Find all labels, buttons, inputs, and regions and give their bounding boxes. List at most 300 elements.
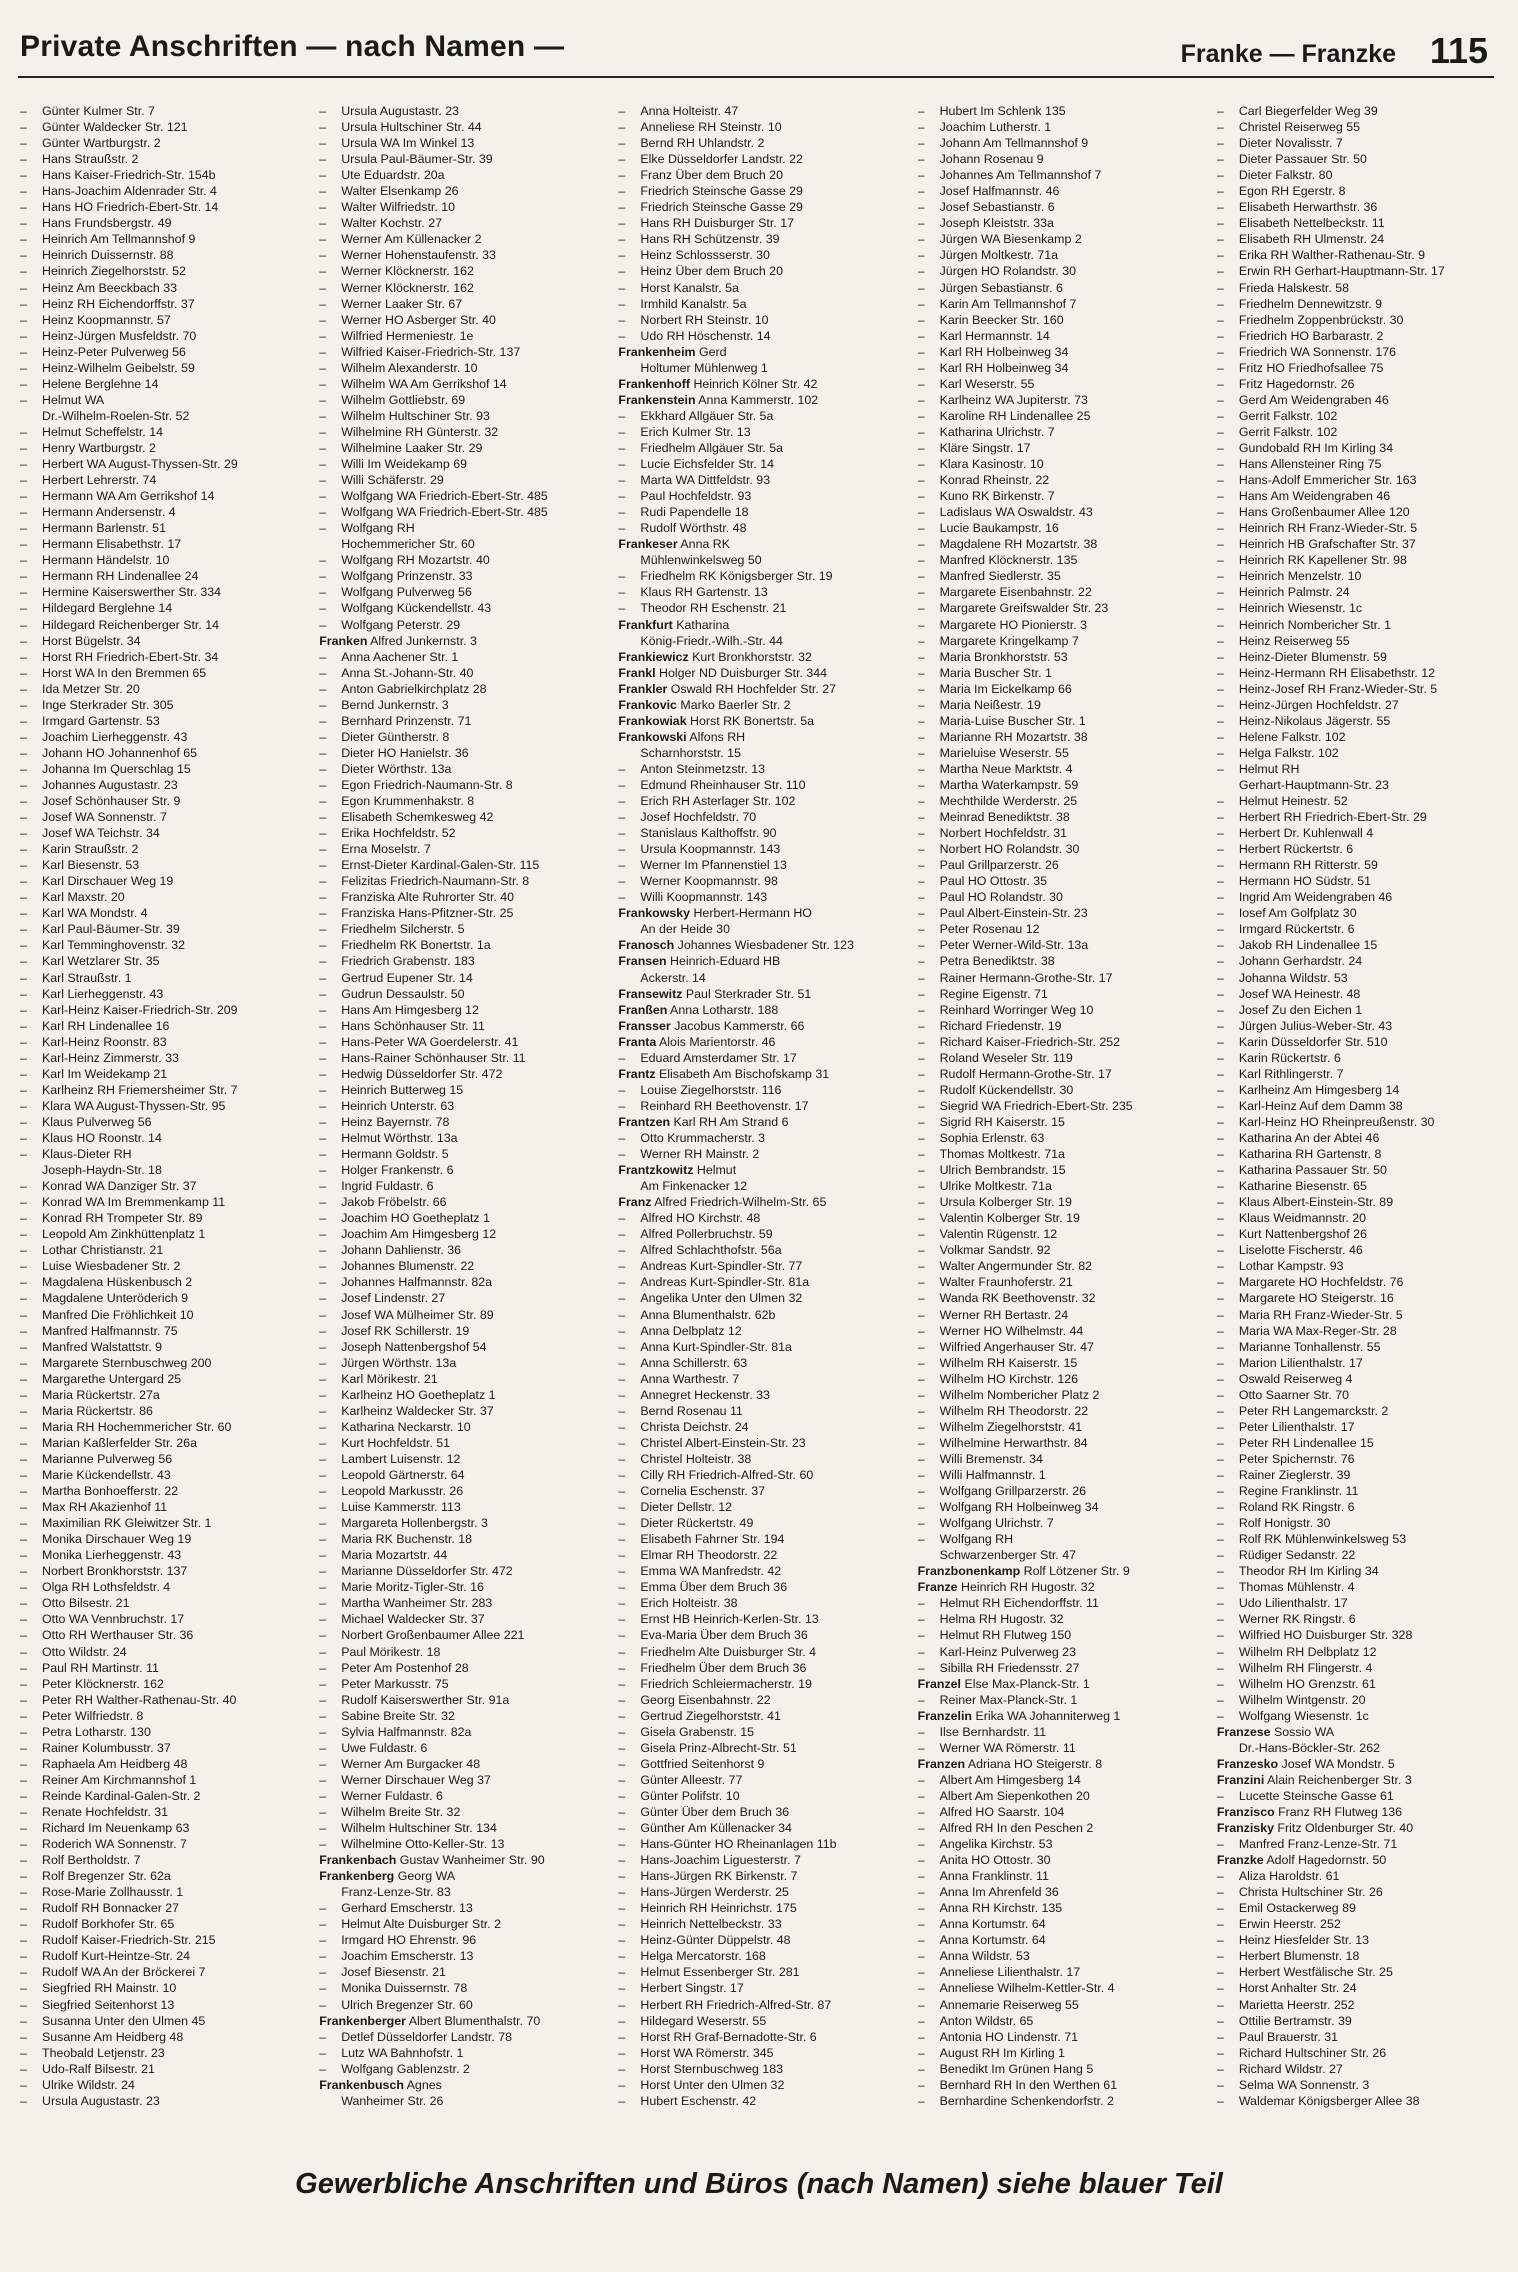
entry-text: Raphaela Am Heidberg 48 [42,1756,188,1771]
entry-dash: – [20,1708,27,1723]
entry-text: Karin Am Tellmannshof 7 [939,296,1077,311]
entry-text: Ida Metzer Str. 20 [42,681,140,696]
directory-entry [319,1290,602,1306]
entry-text: Carl Biegerfelder Weg 39 [1238,104,1378,118]
directory-entry [618,584,901,600]
entry-text: Anna Delbplatz 12 [640,1323,742,1338]
entry-dash: – [917,1243,925,1258]
entry-dash: – [319,1692,327,1707]
entry-text: Rolf Honigstr. 30 [1238,1516,1331,1531]
directory-entry [20,649,303,665]
entry-dash: – [618,1708,626,1723]
entry-dash: – [20,1869,27,1884]
directory-entry [319,793,602,809]
directory-entry [918,1788,1201,1804]
entry-text: Klara WA August-Thyssen-Str. 95 [42,1098,226,1113]
entry-text: Ursula Hultschiner Str. 44 [341,120,482,135]
directory-entry [319,745,602,761]
entry-text: Karl Weserstr. 55 [939,376,1035,391]
entry-text: Wolfgang Prinzenstr. 33 [341,569,473,584]
surname-heading: Fransser [618,1018,671,1033]
entry-dash: – [1216,280,1224,295]
directory-entry [20,1997,303,2013]
directory-entry [618,1210,901,1226]
entry-text: Johannes Am Tellmannshof 7 [939,168,1102,183]
entry-dash: – [319,1387,327,1402]
entry-text: Angelika Unter den Ulmen 32 [640,1291,803,1306]
directory-entry [319,1226,602,1242]
directory-entry [319,1804,602,1820]
directory-entry [20,825,303,841]
entry-text: Heinz-Peter Pulverweg 56 [42,344,186,359]
entry-dash: – [319,473,327,488]
entry-dash: – [20,120,27,135]
surname-heading: Fransen [618,954,667,969]
directory-entry [319,1162,602,1178]
entry-text: Wilfried Kaiser-Friedrich-Str. 137 [341,344,521,359]
entry-text: Eva-Maria Über dem Bruch 36 [640,1628,808,1643]
surname-heading: Frankowiak [618,713,687,728]
entry-text: Dieter Wörthstr. 13a [341,761,452,776]
directory-entry [20,953,303,969]
entry-text: Antonia HO Lindenstr. 71 [939,2029,1079,2044]
entry-text: Theobald Letjenstr. 23 [42,2045,165,2060]
directory-entry [918,488,1201,504]
directory-entry [20,1547,303,1563]
entry-text: Gertrud Ziegelhorststr. 41 [640,1708,781,1723]
entry-dash: – [917,296,925,311]
entry-text: Regine Eigenstr. 71 [939,986,1048,1001]
directory-entry [20,1162,303,1178]
entry-dash: – [618,1131,626,1145]
entry-text: Hans-Rainer Schönhauser Str. 11 [341,1050,526,1065]
entry-text: Werner Hohenstaufenstr. 33 [341,248,496,263]
directory-entry: Fransen Heinrich-Eduard HB [618,954,781,969]
entry-text: Anton Steinmetzstr. 13 [640,761,766,776]
directory-entry [20,1964,303,1980]
surname-heading: Frankenberg [319,1869,395,1884]
entry-text: Volkmar Sandstr. 92 [939,1243,1051,1258]
directory-entry [1217,986,1500,1002]
entry-text: Wolfgang RH Mozartstr. 40 [341,553,490,568]
directory-entry [20,1034,303,1050]
directory-entry [918,937,1201,953]
entry-dash: – [1216,745,1224,760]
directory-entry [20,1371,303,1387]
directory-entry [618,1515,901,1531]
entry-dash: – [20,424,27,439]
entry-text: Helmut RH [1238,761,1300,776]
directory-entry [918,568,1201,584]
entry-dash: – [20,104,27,118]
directory-entry [618,873,901,889]
entry-dash: – [1216,1355,1224,1370]
entry-dash: – [618,1917,626,1932]
entry-text: Alfred HO Kirchstr. 48 [640,1211,761,1226]
directory-entry [618,1146,901,1162]
directory-entry [918,953,1201,969]
entry-dash: – [319,858,327,873]
directory-entry [918,1852,1201,1868]
entry-text: Heinrich Nombericher Str. 1 [1238,617,1391,632]
directory-entry [20,2029,303,2045]
entry-text: Peter Rosenau 12 [939,922,1040,937]
directory-entry: Frankenberger Albert Blumenthalstr. 70 [319,2013,541,2028]
entry-text: Heinrich RH Heinrichstr. 175 [640,1901,797,1916]
entry-dash: – [20,938,27,953]
entry-text: Herbert RH Friedrich-Ebert-Str. 29 [1238,810,1427,825]
entry-text: Andreas Kurt-Spindler-Str. 77 [640,1259,803,1274]
directory-entry [918,697,1201,713]
entry-text: Jürgen HO Rolandstr. 30 [939,264,1076,279]
entry-dash: – [20,328,27,343]
entry-text: Magdalene Unteröderich 9 [42,1291,189,1306]
entry-dash: – [319,553,327,568]
entry-text: Siegfried Seitenhorst 13 [42,1997,175,2012]
entry-text: Alfred Pollerbruchstr. 59 [640,1227,773,1242]
entry-text: Dieter Güntherstr. 8 [341,729,450,744]
directory-entry [319,1531,602,1547]
directory-entry [1217,1339,1500,1355]
directory-entry [1217,199,1500,215]
directory-entry: Frankiewicz Kurt Bronkhorststr. 32 [618,649,812,664]
entry-dash: – [1216,2077,1224,2092]
directory-entry [618,1130,901,1146]
entry-text: Rose-Marie Zollhausstr. 1 [42,1885,184,1900]
entry-dash: – [618,1933,626,1948]
directory-entry [319,103,602,119]
entry-text: Karl RH Holbeinweg 34 [939,344,1069,359]
entry-text: Werner Klöcknerstr. 162 [341,264,474,279]
directory-entry [319,1515,602,1531]
entry-text: Josef Lindenstr. 27 [341,1291,446,1306]
directory-entry [1217,263,1500,279]
entry-text: Konrad WA Im Bremmenkamp 11 [42,1195,226,1210]
entry-dash: – [319,1965,327,1980]
directory-entry [319,1724,602,1740]
entry-text: Rolf Bregenzer Str. 62a [42,1869,171,1884]
entry-text: Helga Mercatorstr. 168 [640,1949,766,1964]
entry-dash: – [917,1227,925,1242]
directory-entry [918,1932,1201,1948]
entry-dash: – [20,360,27,375]
directory-entry [319,1900,602,1916]
directory-entry [1217,1964,1500,1980]
entry-dash: – [917,729,925,744]
entry-text: Anna RH Kirchstr. 135 [939,1901,1063,1916]
directory-entry [319,408,602,424]
directory-entry [319,1820,602,1836]
entry-dash: – [20,1965,27,1980]
entry-dash: – [1216,1484,1224,1499]
directory-entry [618,1371,901,1387]
entry-text: Wilhelm Nombericher Platz 2 [939,1387,1100,1402]
entry-dash: – [319,1708,327,1723]
directory-entry [618,167,901,183]
entry-dash: – [917,1114,925,1129]
entry-text: Peter RH Walther-Rathenau-Str. 40 [42,1692,237,1707]
entry-dash: – [319,1484,327,1499]
directory-entry [1217,1387,1500,1403]
entry-text: König-Friedr.-Wilh.-Str. 44 [640,633,783,648]
surname-heading: Franzen [917,1756,966,1771]
directory-entry [618,1948,901,1964]
directory-entry [618,777,901,793]
entry-text: Maria Neißestr. 19 [939,697,1041,712]
directory-entry [319,1194,602,1210]
directory-entry [918,1323,1201,1339]
directory-entry [20,135,303,151]
entry-text: Roland RK Ringstr. 6 [1238,1500,1355,1515]
directory-entry [20,1708,303,1724]
directory-entry [618,2093,901,2109]
directory-entry [918,2029,1201,2045]
entry-text: Friedrich Steinsche Gasse 29 [640,184,803,199]
entry-dash: – [1216,1163,1224,1178]
entry-text: Ilse Bernhardstr. 11 [939,1724,1047,1739]
directory-entry [618,552,901,568]
entry-text: Ottilie Bertramstr. 39 [1238,2013,1352,2028]
entry-dash: – [20,1323,27,1338]
entry-text: Josef WA Mülheimer Str. 89 [341,1307,494,1322]
entry-text: Hans Kaiser-Friedrich-Str. 154b [42,168,216,183]
directory-entry [618,103,901,119]
directory-entry [918,1611,1201,1627]
entry-dash: – [1216,1291,1224,1306]
entry-dash: – [1216,120,1224,135]
directory-column-5 [1217,103,1500,2143]
entry-text: Susanna Unter den Ulmen 45 [42,2013,206,2028]
directory-entry [618,2061,901,2077]
directory-entry [20,1820,303,1836]
entry-text: Marietta Heerstr. 252 [1238,1997,1355,2012]
entry-dash: – [319,1949,327,1964]
directory-entry [20,873,303,889]
entry-dash: – [20,312,27,327]
entry-dash: – [618,826,626,841]
directory-entry [1217,649,1500,665]
directory-entry [918,1050,1201,1066]
entry-text: Thomas Mühlenstr. 4 [1238,1580,1355,1595]
entry-text: Jürgen WA Biesenkamp 2 [939,232,1082,247]
entry-dash: – [1216,1467,1224,1482]
directory-entry [918,103,1201,119]
entry-text: Holtumer Mühlenweg 1 [640,360,768,375]
entry-dash: – [1216,1114,1224,1129]
entry-text: Friedhelm RK Königsberger Str. 19 [640,569,833,584]
entry-dash: – [1216,1211,1224,1226]
entry-dash: – [319,794,327,809]
entry-dash: – [1216,200,1224,215]
entry-text: Annegret Heckenstr. 33 [640,1387,770,1402]
directory-entry [319,135,602,151]
directory-entry [1217,568,1500,584]
entry-dash: – [319,1259,327,1274]
entry-dash: – [319,1211,327,1226]
entry-dash: – [319,697,327,712]
directory-entry [918,825,1201,841]
entry-dash: – [917,1018,925,1033]
directory-column-2 [319,103,602,2143]
entry-dash: – [618,2045,626,2060]
directory-entry [918,777,1201,793]
directory-entry [1217,1226,1500,1242]
directory-entry [1217,873,1500,889]
entry-text: Liselotte Fischerstr. 46 [1238,1243,1363,1258]
entry-dash: – [618,1291,626,1306]
entry-text: Heinrich Menzelstr. 10 [1238,569,1362,584]
entry-dash: – [618,2013,626,2028]
directory-entry [918,1740,1201,1756]
entry-dash: – [618,1516,626,1531]
entry-dash: – [618,1082,626,1097]
entry-text: Marieluise Weserstr. 55 [939,745,1069,760]
entry-dash: – [319,1451,327,1466]
entry-dash: – [319,1018,327,1033]
entry-text: Horst RH Friedrich-Ebert-Str. 34 [42,649,219,664]
directory-entry [20,119,303,135]
directory-entry [319,440,602,456]
entry-text: Reinde Kardinal-Galen-Str. 2 [42,1788,201,1803]
entry-dash: – [20,1467,27,1482]
entry-text: Konrad RH Trompeter Str. 89 [42,1211,203,1226]
entry-text: Waldemar Königsberger Allee 38 [1238,2093,1420,2108]
entry-dash: – [917,826,925,841]
entry-text: Heinz Koopmannstr. 57 [42,312,171,327]
entry-dash: – [618,1965,626,1980]
entry-dash: – [319,1082,327,1097]
entry-dash: – [917,890,925,905]
entry-dash: – [618,1788,626,1803]
entry-dash: – [319,1435,327,1450]
entry-dash: – [1216,1050,1224,1065]
entry-dash: – [917,1788,925,1803]
entry-dash: – [319,1500,327,1515]
directory-entry: Frankowski Alfons RH [618,729,746,744]
entry-text: Rudolf Borkhofer Str. 65 [42,1917,175,1932]
entry-dash: – [20,1227,27,1242]
directory-entry [918,584,1201,600]
directory-entry [20,344,303,360]
entry-text: Karl RH Lindenallee 16 [42,1018,170,1033]
directory-entry [918,1595,1201,1611]
entry-dash: – [917,280,925,295]
directory-entry [319,1740,602,1756]
directory-entry [918,1531,1201,1547]
directory-entry [1217,1307,1500,1323]
directory-entry [1217,1740,1500,1756]
entry-text: Lucie Eichsfelder Str. 14 [640,457,775,472]
entry-dash: – [319,1403,327,1418]
entry-dash: – [20,376,27,391]
directory-entry [918,1900,1201,1916]
directory-entry [20,376,303,392]
entry-dash: – [319,1355,327,1370]
entry-dash: – [917,1451,925,1466]
entry-dash: – [20,713,27,728]
entry-text: Horst Kanalstr. 5a [640,280,739,295]
entry-text: Johannes Augustastr. 23 [42,777,178,792]
directory-entry [918,472,1201,488]
directory-entry [20,247,303,263]
entry-text: Friedhelm RK Bonertstr. 1a [341,938,491,953]
entry-dash: – [618,1435,626,1450]
entry-text: Edmund Rheinhauser Str. 110 [640,777,806,792]
entry-dash: – [618,1612,626,1627]
directory-entry [1217,119,1500,135]
entry-text: Werner Klöcknerstr. 162 [341,280,474,295]
entry-dash: – [20,954,27,969]
entry-dash: – [319,1275,327,1290]
entry-text: Heinrich HB Grafschafter Str. 37 [1238,537,1416,552]
entry-text: Karl-Heinz Pulverweg 23 [939,1644,1076,1659]
directory-entry [918,1178,1201,1194]
entry-text: Helmut Alte Duisburger Str. 2 [341,1917,501,1932]
entry-text: Josef WA Sonnenstr. 7 [42,810,167,825]
directory-entry [618,1178,901,1194]
entry-text: Norbert HO Rolandstr. 30 [939,842,1080,857]
directory-entry [918,1515,1201,1531]
directory-entry [1217,2061,1500,2077]
entry-dash: – [1216,858,1224,873]
directory-entry: Franzisco Franz RH Flutweg 136 [1216,1804,1403,1819]
directory-entry [1217,970,1500,986]
entry-text: Udo-Ralf Bilsestr. 21 [42,2061,155,2076]
directory-entry [319,1692,602,1708]
entry-text: Joachim Emscherstr. 13 [341,1949,474,1964]
entry-text: Heinrich Palmstr. 24 [1238,585,1350,600]
directory-entry [20,1692,303,1708]
directory-entry [918,1114,1201,1130]
entry-dash: – [1216,729,1224,744]
entry-dash: – [1216,1195,1224,1210]
directory-entry [1217,1948,1500,1964]
entry-text: Rainer Zieglerstr. 39 [1238,1467,1351,1482]
entry-text: Rüdiger Sedanstr. 22 [1238,1548,1356,1563]
directory-entry [1217,1676,1500,1692]
entry-text: Günter Polifstr. 10 [640,1788,740,1803]
directory-entry [1217,183,1500,199]
directory-entry [618,857,901,873]
entry-dash: – [20,858,27,873]
entry-text: Horst Unter den Ulmen 32 [640,2077,785,2092]
entry-text: Uwe Fuldastr. 6 [341,1740,428,1755]
entry-text: Johanna Im Querschlag 15 [42,761,191,776]
entry-dash: – [1216,649,1224,664]
entry-text: Erich Holteistr. 38 [640,1596,738,1611]
directory-entry [918,424,1201,440]
directory-entry [319,1451,602,1467]
entry-dash: – [20,1500,27,1515]
entry-text: Katharine Biesenstr. 65 [1238,1179,1367,1194]
entry-dash: – [20,1612,27,1627]
entry-text: Herbert Westfälische Str. 25 [1238,1965,1393,1980]
entry-text: Lothar Kampstr. 93 [1238,1259,1344,1274]
entry-dash: – [917,681,925,696]
entry-dash: – [319,777,327,792]
entry-text: Peter RH Lindenallee 15 [1238,1435,1374,1450]
entry-dash: – [917,970,925,985]
entry-text: Reiner Am Kirchmannshof 1 [42,1772,197,1787]
directory-entry [1217,1980,1500,1996]
directory-entry [20,1483,303,1499]
directory-entry [319,873,602,889]
entry-text: Wolfgang Ulrichstr. 7 [939,1516,1054,1531]
directory-entry [20,1146,303,1162]
directory-entry [918,296,1201,312]
directory-entry [1217,1836,1500,1852]
entry-text: Anna Warthestr. 7 [640,1371,740,1386]
